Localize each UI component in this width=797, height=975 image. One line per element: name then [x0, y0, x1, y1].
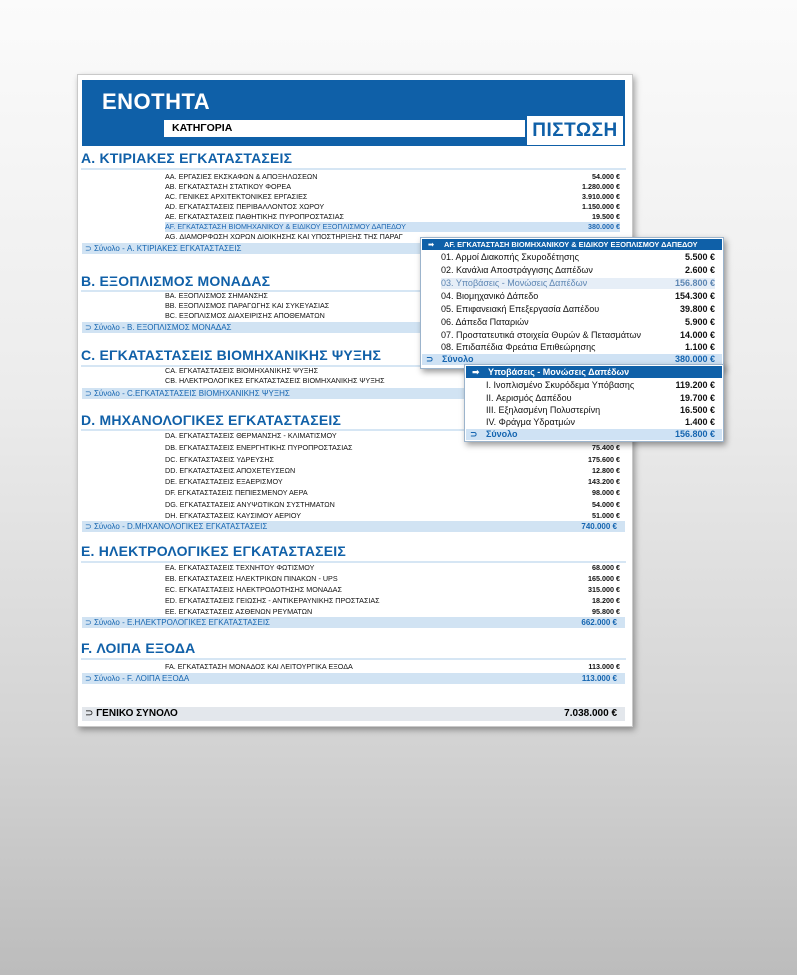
row-label: AG. ΔΙΑΜΟΡΦΩΣΗ ΧΩΡΩΝ ΔΙΟΙΚΗΣΗΣ ΚΑΙ ΥΠΟΣΤΗΡΙΞΗΣ ΤΗΣ ΠΑΡΑΓ — [165, 232, 403, 241]
table-row[interactable] — [165, 172, 620, 182]
table-row[interactable] — [165, 563, 620, 573]
row-label: BC. ΕΞΟΠΛΙΣΜΟΣ ΔΙΑΧΕΙΡΙΣΗΣ ΑΠΟΘΕΜΑΤΩΝ — [165, 311, 325, 320]
total-icon: ⊃ — [470, 429, 478, 439]
popup-row[interactable] — [441, 252, 715, 263]
section-total-label: ⊃ Σύνολο - A. ΚΤΙΡΙΑΚΕΣ ΕΓΚΑΤΑΣΤΑΣΕΙΣ — [85, 244, 242, 253]
table-row[interactable] — [165, 662, 620, 672]
popup-row[interactable] — [486, 393, 715, 404]
table-row[interactable] — [165, 488, 620, 498]
table-row[interactable] — [165, 182, 620, 192]
row-value: 51.000 € — [592, 511, 620, 520]
row-label: DC. ΕΓΚΑΤΑΣΤΑΣΕΙΣ ΥΔΡΕΥΣΗΣ — [165, 455, 274, 464]
total-icon: ⊃ — [85, 323, 94, 332]
popup-row-value: 16.500 € — [679, 405, 715, 415]
section-total-label: ⊃ Σύνολο - B. ΕΞΟΠΛΙΣΜΟΣ ΜΟΝΑΔΑΣ — [85, 323, 232, 332]
row-value: 98.000 € — [592, 488, 620, 497]
header-bar — [82, 80, 625, 146]
row-value: 75.400 € — [592, 443, 620, 452]
arrow-right-icon: ➡ — [472, 367, 480, 377]
popup-row-label: 02. Κανάλια Αποστράγγισης Δαπέδων — [441, 265, 593, 275]
popup-row-label: 03. Υποβάσεις - Μονώσεις Δαπέδων — [441, 278, 588, 288]
table-row-selected[interactable] — [165, 222, 620, 232]
popup-title: Υποβάσεις - Μονώσεις Δαπέδων — [488, 367, 630, 377]
table-row[interactable] — [165, 192, 620, 202]
grand-total-label: ⊃ ΓΕΝΙΚΟ ΣΥΝΟΛΟ — [85, 708, 178, 719]
popup-row[interactable] — [441, 317, 715, 328]
row-value: 165.000 € — [588, 574, 620, 583]
popup-row-value: 154.300 € — [674, 291, 715, 301]
row-value: 315.000 € — [588, 585, 620, 594]
popup-row-value: 5.900 € — [684, 317, 715, 327]
popup-row-value: 156.800 € — [674, 278, 715, 288]
total-icon: ⊃ — [85, 708, 97, 719]
row-label: EE. ΕΓΚΑΤΑΣΤΑΣΕΙΣ ΑΣΘΕΝΩΝ ΡΕΥΜΑΤΩΝ — [165, 607, 313, 616]
row-label: BA. ΕΞΟΠΛΙΣΜΟΣ ΣΗΜΑΝΣΗΣ — [165, 291, 268, 300]
total-icon: ⊃ — [85, 618, 94, 627]
row-label: DF. ΕΓΚΑΤΑΣΤΑΣΕΙΣ ΠΕΠΙΕΣΜΕΝΟΥ ΑΕΡΑ — [165, 488, 308, 497]
section-divider — [81, 168, 626, 170]
section-total-label: ⊃ Σύνολο - D.ΜΗΧΑΝΟΛΟΓΙΚΕΣ ΕΓΚΑΤΑΣΤΑΣΕΙΣ — [85, 522, 268, 531]
row-label: AE. ΕΓΚΑΤΑΣΤΑΣΕΙΣ ΠΑΘΗΤΙΚΗΣ ΠΥΡΟΠΡΟΣΤΑΣΙΑΣ — [165, 212, 344, 221]
table-row[interactable] — [165, 202, 620, 212]
total-icon: ⊃ — [426, 354, 434, 364]
popup-total-value: 380.000 € — [674, 354, 715, 364]
popup-row[interactable] — [441, 304, 715, 315]
row-value: 113.000 € — [588, 662, 620, 671]
row-label: EC. ΕΓΚΑΤΑΣΤΑΣΕΙΣ ΗΛΕΚΤΡΟΔΟΤΗΣΗΣ ΜΟΝΑΔΑΣ — [165, 585, 342, 594]
total-icon: ⊃ — [85, 674, 94, 683]
row-value: 143.200 € — [588, 477, 620, 486]
row-label: EA. ΕΓΚΑΤΑΣΤΑΣΕΙΣ ΤΕΧΝΗΤΟΥ ΦΩΤΙΣΜΟΥ — [165, 563, 315, 572]
popup-row-label: 07. Προστατευτικά στοιχεία Θυρών & Πετασμάτων — [441, 330, 641, 340]
row-label: DA. ΕΓΚΑΤΑΣΤΑΣΕΙΣ ΘΕΡΜΑΝΣΗΣ - ΚΛΙΜΑΤΙΣΜΟΥ — [165, 431, 337, 440]
row-value: 12.800 € — [592, 466, 620, 475]
section-title-e: E. ΗΛΕΚΤΡΟΛΟΓΙΚΕΣ ΕΓΚΑΤΑΣΤΑΣΕΙΣ — [81, 543, 347, 559]
section-total[interactable] — [82, 521, 625, 532]
section-total-value: 662.000 € — [581, 618, 617, 627]
popup-row-label: IV. Φράγμα Υδρατμών — [486, 417, 576, 427]
row-label: ED. ΕΓΚΑΤΑΣΤΑΣΕΙΣ ΓΕΙΩΣΗΣ - ΑΝΤΙΚΕΡΑΥΝΙΚΗΣ ΠΡΟΣΤΑΣΙΑΣ — [165, 596, 380, 605]
row-label: AB. ΕΓΚΑΤΑΣΤΑΣΗ ΣΤΑΤΙΚΟΥ ΦΟΡΕΑ — [165, 182, 292, 191]
table-row[interactable] — [165, 596, 620, 606]
section-header-title: ΕΝΟΤΗΤΑ — [102, 89, 211, 114]
section-total-label: ⊃ Σύνολο - E.ΗΛΕΚΤΡΟΛΟΓΙΚΕΣ ΕΓΚΑΤΑΣΤΑΣΕΙΣ — [85, 618, 270, 627]
section-total[interactable] — [82, 617, 625, 628]
popup-row[interactable] — [441, 265, 715, 276]
table-row[interactable] — [165, 500, 620, 510]
row-label: DB. ΕΓΚΑΤΑΣΤΑΣΕΙΣ ΕΝΕΡΓΗΤΙΚΗΣ ΠΥΡΟΠΡΟΣΤΑΣΙΑΣ — [165, 443, 353, 452]
arrow-right-icon: ➡ — [428, 240, 435, 249]
popup-row-value: 1.400 € — [684, 417, 715, 427]
popup-row[interactable] — [486, 380, 715, 391]
popup-row-label: 04. Βιομηχανικό Δάπεδο — [441, 291, 539, 301]
table-row[interactable] — [165, 585, 620, 595]
row-value: 19.500 € — [592, 212, 620, 221]
table-row[interactable] — [165, 212, 620, 222]
row-label: BB. ΕΞΟΠΛΙΣΜΟΣ ΠΑΡΑΓΩΓΗΣ ΚΑΙ ΣΥΚΕΥΑΣΙΑΣ — [165, 301, 330, 310]
row-value: 18.200 € — [592, 596, 620, 605]
popup-row-value: 5.500 € — [684, 252, 715, 262]
section-total-label: ⊃ Σύνολο - C.ΕΓΚΑΤΑΣΤΑΣΕΙΣ ΒΙΟΜΗΧΑΝΙΚΗΣ ΨΥΞΗΣ — [85, 389, 290, 398]
section-divider — [81, 658, 626, 660]
af-breakdown-popup — [420, 237, 724, 369]
row-value: 1.150.000 € — [582, 202, 620, 211]
table-row[interactable] — [165, 455, 620, 465]
row-value: 1.280.000 € — [582, 182, 620, 191]
section-title-b: B. ΕΞΟΠΛΙΣΜΟΣ ΜΟΝΑΔΑΣ — [81, 273, 271, 289]
popup-row-value: 2.600 € — [684, 265, 715, 275]
section-total-label: ⊃ Σύνολο - F. ΛΟΙΠΑ ΕΞΟΔΑ — [85, 674, 190, 683]
section-title-c: C. ΕΓΚΑΤΑΣΤΑΣΕΙΣ ΒΙΟΜΗΧΑΝΙΚΗΣ ΨΥΞΗΣ — [81, 347, 382, 363]
row-label: CB. ΗΛΕΚΤΡΟΛΟΓΙΚΕΣ ΕΓΚΑΤΑΣΤΑΣΕΙΣ ΒΙΟΜΗΧΑΝΙΚΗΣ ΨΥΞΗΣ — [165, 376, 385, 385]
popup-row-value: 39.800 € — [679, 304, 715, 314]
section-title-a: A. ΚΤΙΡΙΑΚΕΣ ΕΓΚΑΤΑΣΤΑΣΕΙΣ — [81, 150, 293, 166]
row-value: 54.000 € — [592, 500, 620, 509]
popup-row-value: 19.700 € — [679, 393, 715, 403]
popup-row-label: III. Εξηλασμένη Πολυστερίνη — [486, 405, 601, 415]
popup-row[interactable] — [486, 405, 715, 416]
popup-row-label: 08. Επιδαπέδια Φρεάτια Επιθεώρησης — [441, 342, 596, 352]
section-title-f: F. ΛΟΙΠΑ ΕΞΟΔΑ — [81, 640, 196, 656]
row-value: 95.800 € — [592, 607, 620, 616]
credit-header: ΠΙΣΤΩΣΗ — [527, 116, 623, 145]
row-label: FA. ΕΓΚΑΤΑΣΤΑΣΗ ΜΟΝΑΔΟΣ ΚΑΙ ΛΕΙΤΟΥΡΓΙΚΑ ΕΞΟΔΑ — [165, 662, 353, 671]
popup-row-label: 01. Αρμοί Διακοπής Σκυροδέτησης — [441, 252, 579, 262]
popup-row[interactable] — [441, 330, 715, 341]
row-label: AA. ΕΡΓΑΣΙΕΣ ΕΚΣΚΑΦΩΝ & ΑΠΟΞΗΛΩΣΕΩΝ — [165, 172, 318, 181]
section-total-value: 740.000 € — [581, 522, 617, 531]
table-row[interactable] — [165, 477, 620, 487]
row-label: DE. ΕΓΚΑΤΑΣΤΑΣΕΙΣ ΕΞΑΕΡΙΣΜΟΥ — [165, 477, 283, 486]
row-value: 68.000 € — [592, 563, 620, 572]
table-row[interactable] — [165, 574, 620, 584]
grand-total[interactable] — [82, 707, 625, 721]
popup-total-label: Σύνολο — [486, 429, 518, 439]
popup-header — [422, 239, 722, 250]
popup-row-label: 05. Επιφανειακή Επεξεργασία Δαπέδου — [441, 304, 600, 314]
total-icon: ⊃ — [85, 244, 94, 253]
table-row[interactable] — [165, 443, 620, 453]
grand-total-value: 7.038.000 € — [564, 708, 617, 719]
popup-row-value: 1.100 € — [684, 342, 715, 352]
row-label: AF. ΕΓΚΑΤΑΣΤΑΣΗ ΒΙΟΜΗΧΑΝΙΚΟΥ & ΕΙΔΙΚΟΥ ΕΞΟΠΛΙΣΜΟΥ ΔΑΠΕΔΟΥ — [165, 222, 406, 231]
popup-row-label: I. Ινοπλισμένο Σκυρόδεμα Υπόβασης — [486, 380, 635, 390]
popup-row-value: 119.200 € — [675, 380, 715, 390]
table-row[interactable] — [165, 466, 620, 476]
row-value: 54.000 € — [592, 172, 620, 181]
subfloor-breakdown-popup — [464, 364, 724, 442]
popup-total-value: 156.800 € — [674, 429, 715, 439]
popup-row[interactable] — [441, 291, 715, 302]
popup-title: AF. ΕΓΚΑΤΑΣΤΑΣΗ ΒΙΟΜΗΧΑΝΙΚΟΥ & ΕΙΔΙΚΟΥ ΕΞΟΠΛΙΣΜΟΥ ΔΑΠΕΔΟΥ — [444, 240, 698, 249]
popup-row[interactable] — [441, 342, 715, 353]
row-label: DH. ΕΓΚΑΤΑΣΤΑΣΕΙΣ ΚΑΥΣΙΜΟΥ ΑΕΡΙΟΥ — [165, 511, 302, 520]
popup-total-label: Σύνολο — [442, 354, 474, 364]
row-value: 380.000 € — [588, 222, 620, 231]
total-icon: ⊃ — [85, 522, 94, 531]
popup-row[interactable] — [486, 417, 715, 428]
row-label: CA. ΕΓΚΑΤΑΣΤΑΣΕΙΣ ΒΙΟΜΗΧΑΝΙΚΗΣ ΨΥΞΗΣ — [165, 366, 319, 375]
row-label: EB. ΕΓΚΑΤΑΣΤΑΣΕΙΣ ΗΛΕΚΤΡΙΚΩΝ ΠΙΝΑΚΩΝ - UPS — [165, 574, 338, 583]
section-total-value: 113.000 € — [581, 674, 617, 683]
popup-row-selected[interactable] — [441, 278, 715, 289]
popup-header — [466, 366, 722, 378]
row-value: 175.600 € — [588, 455, 620, 464]
table-row[interactable] — [165, 607, 620, 617]
table-row[interactable] — [165, 511, 620, 521]
popup-row-value: 14.000 € — [679, 330, 715, 340]
row-label: AD. ΕΓΚΑΤΑΣΤΑΣΕΙΣ ΠΕΡΙΒΑΛΛΟΝΤΟΣ ΧΩΡΟΥ — [165, 202, 325, 211]
row-label: AC. ΓΕΝΙΚΕΣ ΑΡΧΙΤΕΚΤΟΝΙΚΕΣ ΕΡΓΑΣΙΕΣ — [165, 192, 308, 201]
category-header: ΚΑΤΗΓΟΡΙΑ — [164, 120, 525, 137]
total-icon: ⊃ — [85, 389, 94, 398]
section-title-d: D. ΜΗΧΑΝΟΛΟΓΙΚΕΣ ΕΓΚΑΤΑΣΤΑΣΕΙΣ — [81, 412, 342, 428]
row-label: DD. ΕΓΚΑΤΑΣΤΑΣΕΙΣ ΑΠΟΧΕΤΕΥΣΕΩΝ — [165, 466, 296, 475]
row-value: 3.910.000 € — [582, 192, 620, 201]
popup-row-label: II. Αερισμός Δαπέδου — [486, 393, 572, 403]
popup-total[interactable] — [466, 429, 722, 440]
popup-row-label: 06. Δάπεδα Παταριών — [441, 317, 529, 327]
row-label: DG. ΕΓΚΑΤΑΣΤΑΣΕΙΣ ΑΝΥΨΩΤΙΚΩΝ ΣΥΣΤΗΜΑΤΩΝ — [165, 500, 335, 509]
section-total[interactable] — [82, 673, 625, 684]
